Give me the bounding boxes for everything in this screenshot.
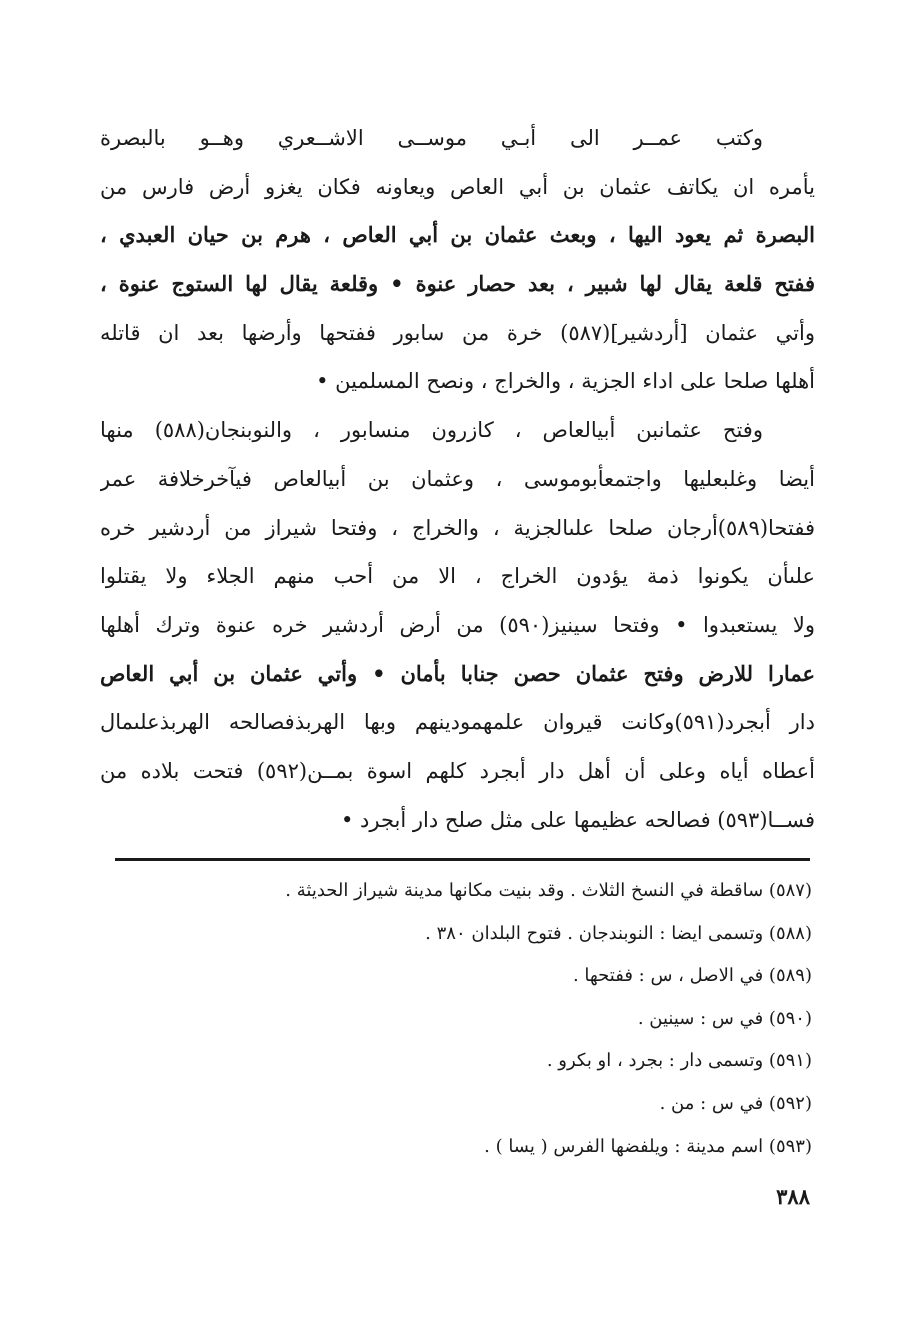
footnote-number: (٥٨٧) (768, 880, 812, 901)
footnote (100, 1126, 812, 1169)
text-line: علىأن يكونوا ذمة يؤدون الخراج ، الا من أحب منهم الجلاء ولا يقتلوا (100, 564, 815, 589)
text-line: أيضا وغلبعليها واجتمعأبوموسى ، وعثمان بن أبيالعاص فيآخرخلافة عمر (100, 466, 815, 491)
footnote-number: (٥٩١) (768, 1050, 812, 1072)
footnote-text: في الاصل ، س : ففتحها . (572, 965, 764, 987)
text-line: يأمره ان يكاتف عثمان بن أبي العاص ويعاونه فكان يغزو أرض فارس من (100, 174, 815, 199)
main-text (100, 114, 815, 844)
text-line: دار أبجرد(٥٩١)وكانت قيروان علمهمودينهم وبها الهربذفصالحه الهربذعلىمال (100, 710, 815, 735)
text-line: عمارا للارض وفتح عثمان حصن جنابا بأمان • وأتي عثمان بن أبي العاص (100, 660, 815, 686)
text-line: فســا(٥٩٣) فصالحه عظيمها على مثل صلح دار أبجرد • (341, 807, 815, 832)
footnote (100, 998, 812, 1041)
page-number: ٣٨٨ (776, 1184, 810, 1209)
text-line: وأتي عثمان [أردشير](٥٨٧) خرة من سابور ففتحها وأرضها بعد ان قاتله (100, 320, 815, 345)
footnote-text: في س : سينين . (637, 1007, 764, 1029)
footnote (100, 913, 812, 956)
text-line: ففتحا(٥٨٩)أرجان صلحا علىالجزية ، والخراج ، وفتحا شيراز من أردشير خره (100, 515, 815, 540)
footnote-text: اسم مدينة : ويلفضها الفرس ( يسا ) . (484, 1135, 764, 1157)
footnote-text: في س : من . (659, 1092, 764, 1114)
footnote-number: (٥٩٢) (768, 1092, 812, 1114)
footnote-number: (٥٨٨) (768, 922, 812, 944)
text-line: البصرة ثم يعود اليها ، وبعث عثمان بن أبي العاص ، هرم بن حيان العبدي ، (100, 222, 815, 248)
text-line: وكتب عمــر الى أبـي موســى الاشــعري وهــو بالبصرة (100, 126, 763, 150)
footnote-text: وتسمى دار : بجرد ، او بكرو . (546, 1050, 764, 1072)
text-line: ولا يستعبدوا • وفتحا سينيز(٥٩٠) من أرض أردشير خره عنوة وترك أهلها (100, 612, 815, 637)
footnotes (100, 870, 812, 1168)
text-line: ففتح قلعة يقال لها شبير ، بعد حصار عنوة • وقلعة يقال لها الستوج عنوة ، (100, 271, 815, 297)
footnote (100, 870, 812, 913)
footnote (100, 1040, 812, 1083)
footnote-text: ساقطة في النسخ الثلاث . وقد بنيت مكانها مدينة شيراز الحديثة . (285, 880, 764, 901)
footnote (100, 955, 812, 998)
footnote-number: (٥٨٩) (768, 965, 812, 987)
footnote-number: (٥٩٠) (768, 1007, 812, 1029)
footnote-text: وتسمى ايضا : النوبندجان . فتوح البلدان ٣٨٠ . (425, 922, 764, 944)
footnote (100, 1083, 812, 1126)
footnote-divider (115, 858, 810, 861)
text-line: أهلها صلحا على اداء الجزية ، والخراج ، ونصح المسلمين • (316, 369, 815, 394)
text-line: وفتح عثمانبن أبيالعاص ، كازرون منسابور ، والنوبنجان(٥٨٨) منها (100, 418, 763, 443)
footnote-number: (٥٩٣) (768, 1135, 812, 1157)
text-line: أعطاه أياه وعلى أن أهل دار أبجرد كلهم اسوة بمــن(٥٩٢) فتحت بلاده من (100, 758, 815, 783)
